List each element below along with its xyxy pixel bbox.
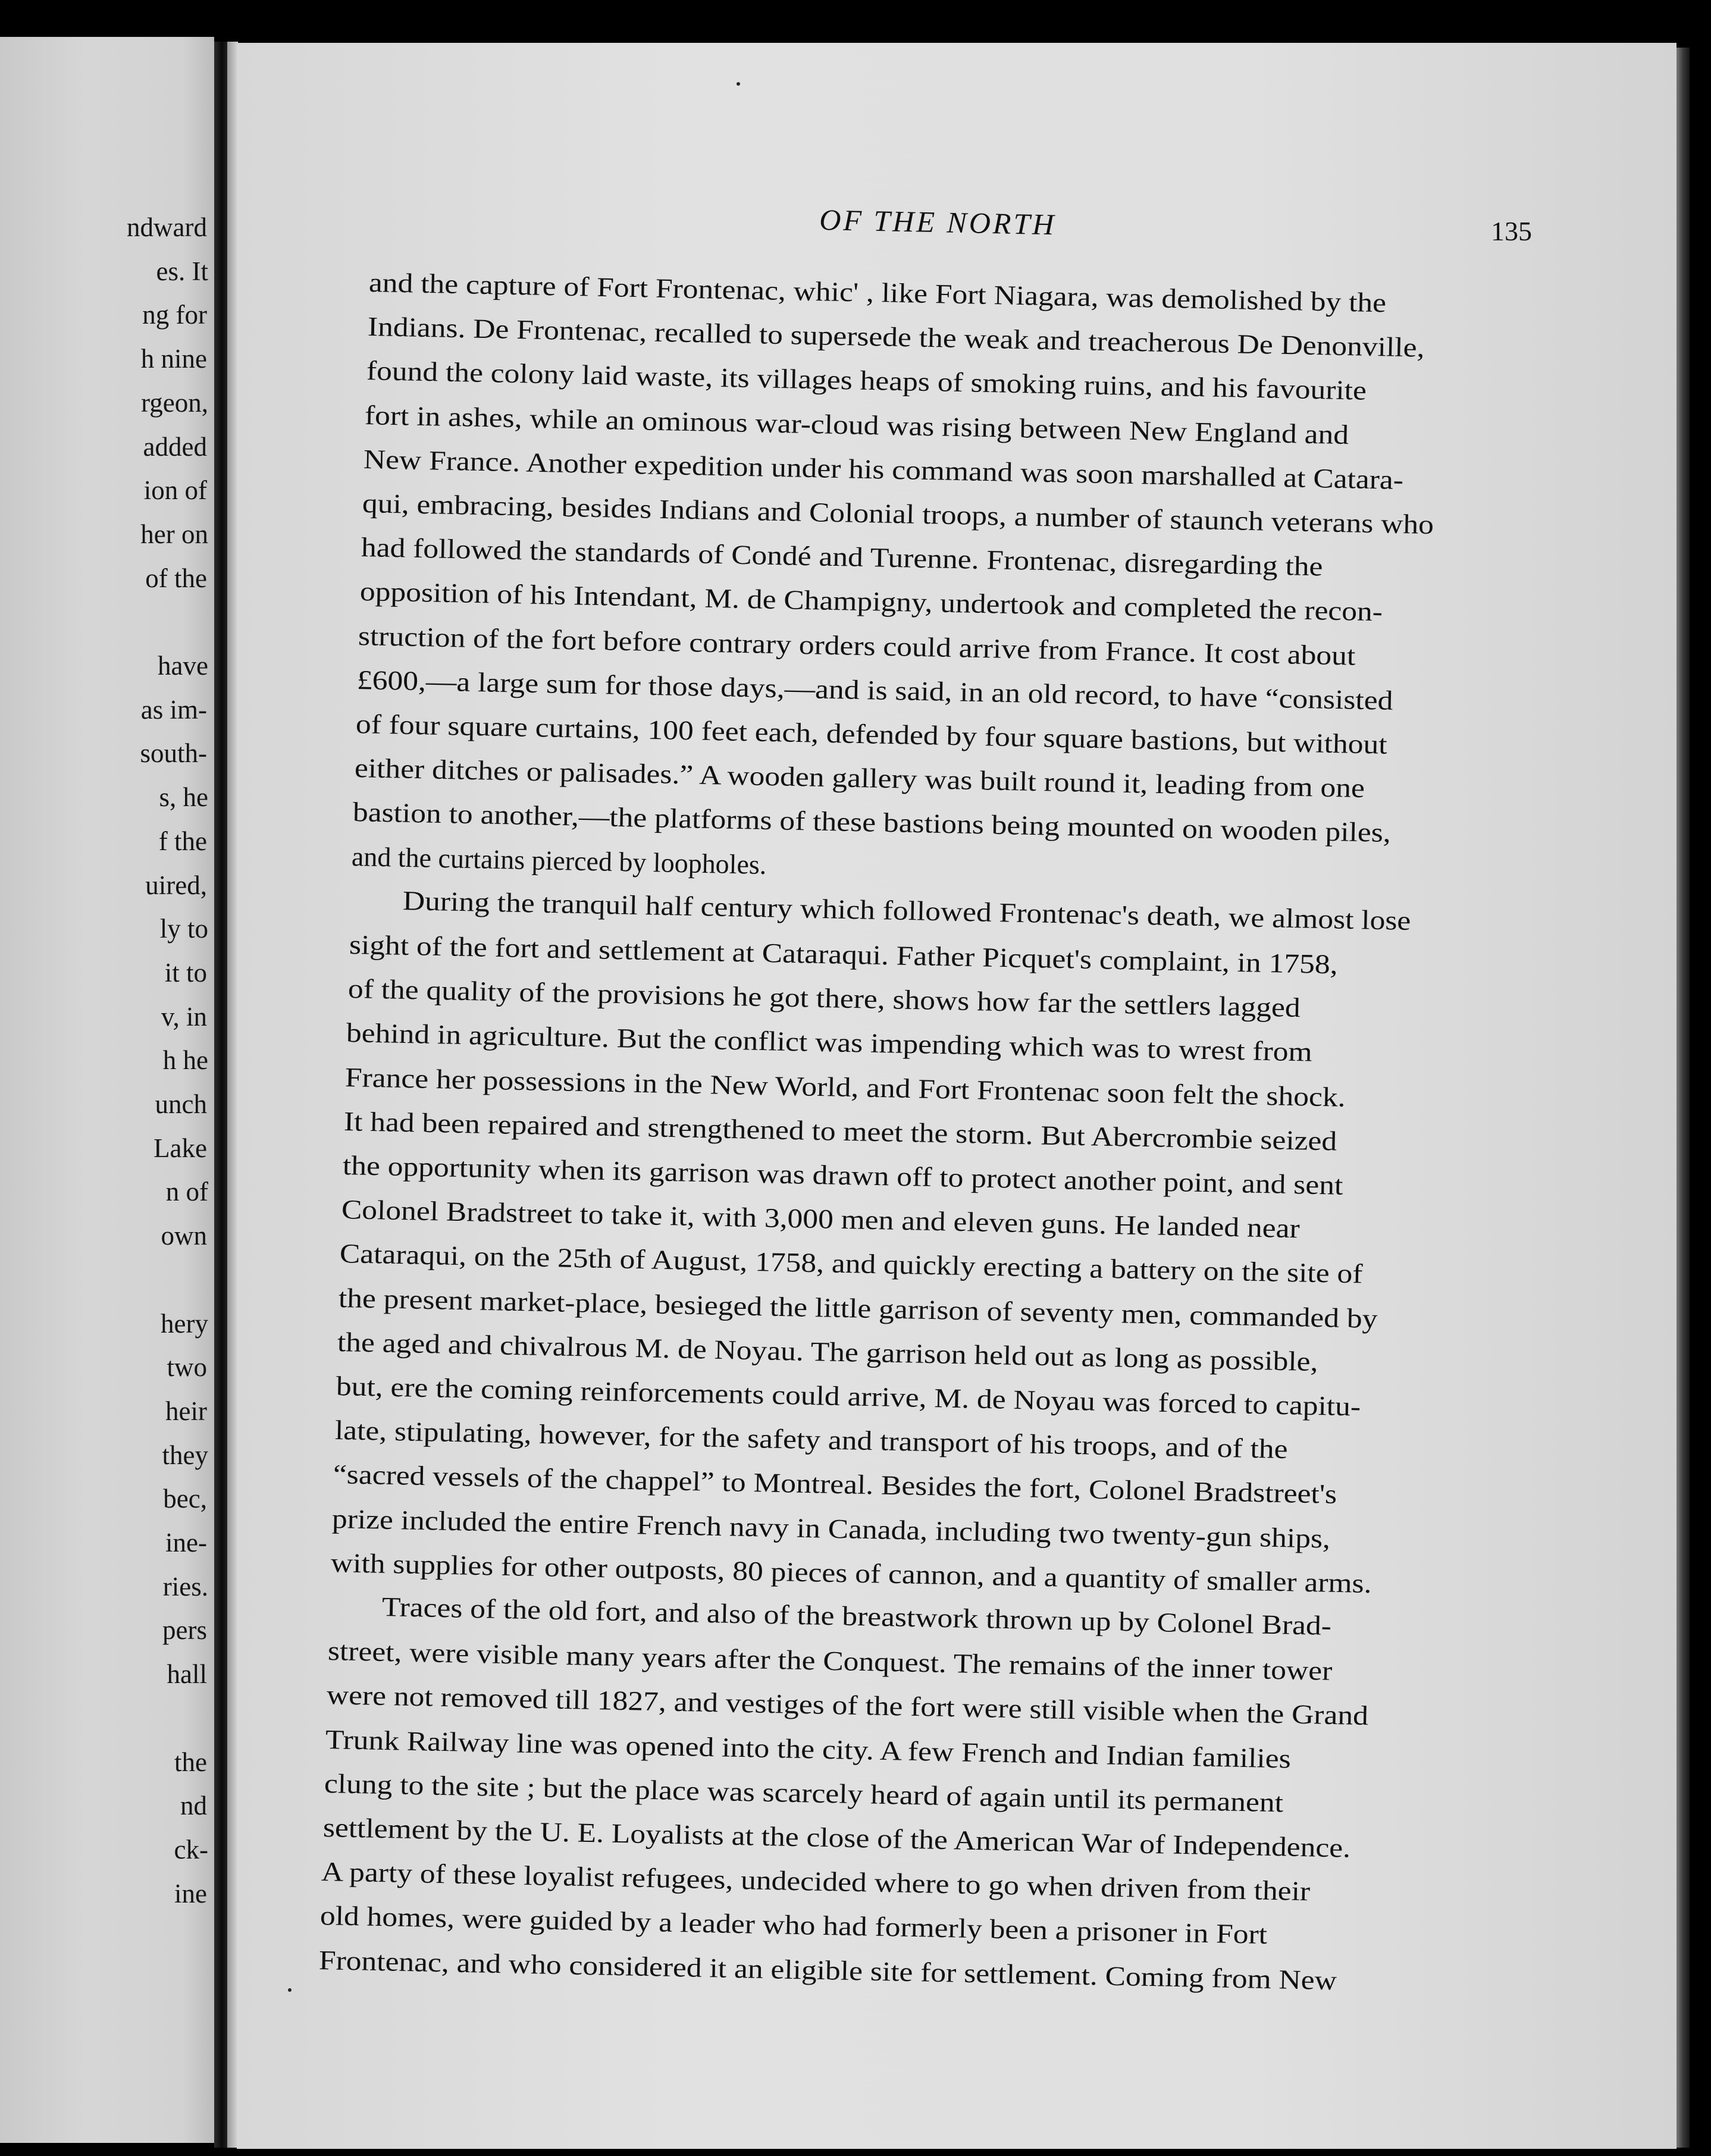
text-line: “sacred vessels of the chappel” to Montreal. Besides the fort, Colonel Bradstreet's bbox=[333, 1459, 1337, 1510]
left-page-text-fragment: n of bbox=[165, 1177, 208, 1207]
left-page-text-fragment: ine- bbox=[165, 1528, 207, 1558]
left-page-text-fragment: v, in bbox=[161, 1001, 207, 1032]
text-line: France her possessions in the New World, and Fort Frontenac soon felt the shock. bbox=[344, 1061, 1346, 1113]
text-line: settlement by the U. E. Loyalists at the close of the American War of Independence. bbox=[322, 1812, 1351, 1863]
left-page-text-fragment: hery bbox=[161, 1308, 208, 1339]
text-line: opposition of his Intendant, M. de Champigny, undertook and completed the recon- bbox=[359, 576, 1383, 627]
left-facing-page bbox=[0, 37, 214, 2143]
text-line: It had been repaired and strengthened to meet the storm. But Abercrombie seized bbox=[343, 1105, 1337, 1157]
text-line: qui, embracing, besides Indians and Colonial troops, a number of staunch veterans who bbox=[362, 488, 1434, 540]
left-page-text-fragment: own bbox=[161, 1221, 207, 1251]
text-line: old homes, were guided by a leader who had formerly been a prisoner in Fort bbox=[319, 1900, 1268, 1950]
left-page-text-fragment: ine bbox=[174, 1878, 207, 1909]
left-page-text-fragment: s, he bbox=[159, 782, 208, 813]
text-line: Trunk Railway line was opened into the city. A few French and Indian families bbox=[325, 1723, 1292, 1774]
text-line: the aged and chivalrous M. de Noyau. The garrison held out as long as possible, bbox=[337, 1326, 1318, 1377]
left-page-text-fragment: ndward bbox=[127, 212, 207, 242]
text-line: fort in ashes, while an ominous war-cloud was rising between New England and bbox=[364, 399, 1349, 450]
left-page-text-fragment: uired, bbox=[145, 870, 207, 900]
text-line: Colonel Bradstreet to take it, with 3,000 men and eleven guns. He landed near bbox=[341, 1194, 1300, 1244]
page-number: 135 bbox=[1491, 216, 1532, 246]
left-page-text-fragment: hall bbox=[167, 1659, 207, 1690]
text-line: During the tranquil half century which followed Frontenac's death, we almost lose bbox=[402, 885, 1411, 936]
text-line: but, ere the coming reinforcements could arrive, M. de Noyau was forced to capitu- bbox=[336, 1371, 1361, 1422]
left-page-text-fragment: have bbox=[158, 651, 208, 681]
text-line: struction of the fort before contrary orders could arrive from France. It cost about bbox=[358, 620, 1356, 671]
left-page-text-fragment: f the bbox=[158, 826, 207, 856]
page-135 bbox=[237, 43, 1676, 2149]
left-page-text-fragment: her on bbox=[140, 519, 208, 549]
left-page-text-fragment: bec, bbox=[163, 1484, 207, 1514]
text-line: the present market-place, besieged the little garrison of seventy men, commanded by bbox=[338, 1282, 1378, 1334]
text-line: street, were visible many years after the Conquest. The remains of the inner tower bbox=[327, 1635, 1333, 1687]
text-line: sight of the fort and settlement at Cataraqui. Father Picquet's complaint, in 1758, bbox=[349, 929, 1338, 980]
text-line: bastion to another,—the platforms of these bastions being mounted on wooden piles, bbox=[352, 797, 1392, 848]
text-line: with supplies for other outposts, 80 pieces of cannon, and a quantity of smaller arms. bbox=[330, 1547, 1372, 1599]
left-page-text-fragment: h he bbox=[162, 1045, 208, 1076]
left-page-text-fragment: it to bbox=[164, 957, 207, 988]
text-line: A party of these loyalist refugees, undecided where to go when driven from their bbox=[321, 1856, 1311, 1907]
ink-speck bbox=[737, 82, 740, 86]
left-page-text-fragment: ries. bbox=[162, 1571, 208, 1602]
text-line: found the colony laid waste, its villages heaps of smoking ruins, and his favourite bbox=[366, 355, 1367, 406]
text-line: £600,—a large sum for those days,—and is said, in an old record, to have “consisted bbox=[356, 664, 1394, 716]
left-page-text-fragment: they bbox=[162, 1440, 208, 1470]
text-line: had followed the standards of Condé and Turenne. Frontenac, disregarding the bbox=[361, 532, 1323, 582]
left-page-text-fragment: unch bbox=[155, 1089, 207, 1119]
left-page-text-fragment: ion of bbox=[143, 475, 207, 506]
text-line: and the curtains pierced by loopholes. bbox=[351, 841, 767, 880]
left-page-text-fragment: two bbox=[167, 1352, 207, 1383]
left-page-text-fragment: rgeon, bbox=[141, 387, 208, 418]
text-line: prize included the entire French navy in Canada, including two twenty-gun ships, bbox=[331, 1503, 1331, 1554]
left-page-text-fragment: ck- bbox=[174, 1834, 208, 1864]
text-line: either ditches or palisades.” A wooden gallery was built round it, leading from one bbox=[354, 753, 1365, 804]
left-page-text-fragment: h nine bbox=[140, 344, 207, 374]
left-page-text-fragment: ly to bbox=[159, 914, 208, 944]
text-line: Cataraqui, on the 25th of August, 1758, and quickly erecting a battery on the site of bbox=[339, 1238, 1364, 1289]
text-line: the opportunity when its garrison was drawn off to protect another point, and sent bbox=[342, 1150, 1343, 1201]
left-page-text-fragment: heir bbox=[165, 1396, 207, 1426]
text-line: and the capture of Fort Frontenac, whic' , like Fort Niagara, was demolished by the bbox=[368, 267, 1387, 318]
running-head: OF THE NORTH bbox=[819, 202, 1057, 242]
text-line: clung to the site ; but the place was scarcely heard of again until its permanent bbox=[324, 1768, 1284, 1818]
left-page-text-fragment: Lake bbox=[153, 1133, 207, 1163]
text-line: late, stipulating, however, for the safety and transport of his troops, and of the bbox=[334, 1415, 1288, 1465]
page-right-edge bbox=[1676, 48, 1690, 2148]
ink-speck bbox=[288, 1988, 292, 1992]
left-page-text-fragment: as im- bbox=[140, 694, 207, 725]
book-gutter bbox=[214, 42, 227, 2148]
left-page-text-fragment: ng for bbox=[142, 300, 207, 330]
left-page-text-fragment: pers bbox=[162, 1615, 207, 1646]
left-page-text-fragment: nd bbox=[180, 1791, 207, 1821]
text-line: New France. Another expedition under his command was soon marshalled at Catara- bbox=[363, 443, 1404, 495]
text-line: Frontenac, and who considered it an eligible site for settlement. Coming from New bbox=[318, 1944, 1337, 1995]
text-line: Traces of the old fort, and also of the breastwork thrown up by Colonel Brad- bbox=[381, 1591, 1332, 1641]
text-line: of the quality of the provisions he got there, shows how far the settlers lagged bbox=[347, 973, 1301, 1023]
text-line: were not removed till 1827, and vestiges of the fort were still visible when the Grand bbox=[326, 1679, 1369, 1731]
text-line: Indians. De Frontenac, recalled to supersede the weak and treacherous De Denonville, bbox=[367, 311, 1425, 363]
left-page-text-fragment: south- bbox=[140, 738, 207, 769]
left-page-text-fragment: of the bbox=[145, 563, 207, 593]
text-line: behind in agriculture. But the conflict was impending which was to wrest from bbox=[346, 1017, 1313, 1067]
left-page-text-fragment: added bbox=[143, 431, 207, 462]
left-page-text-fragment: the bbox=[174, 1747, 207, 1777]
left-page-text-fragment: es. It bbox=[156, 256, 208, 286]
text-line: of four square curtains, 100 feet each, defended by four square bastions, but without bbox=[355, 709, 1388, 760]
